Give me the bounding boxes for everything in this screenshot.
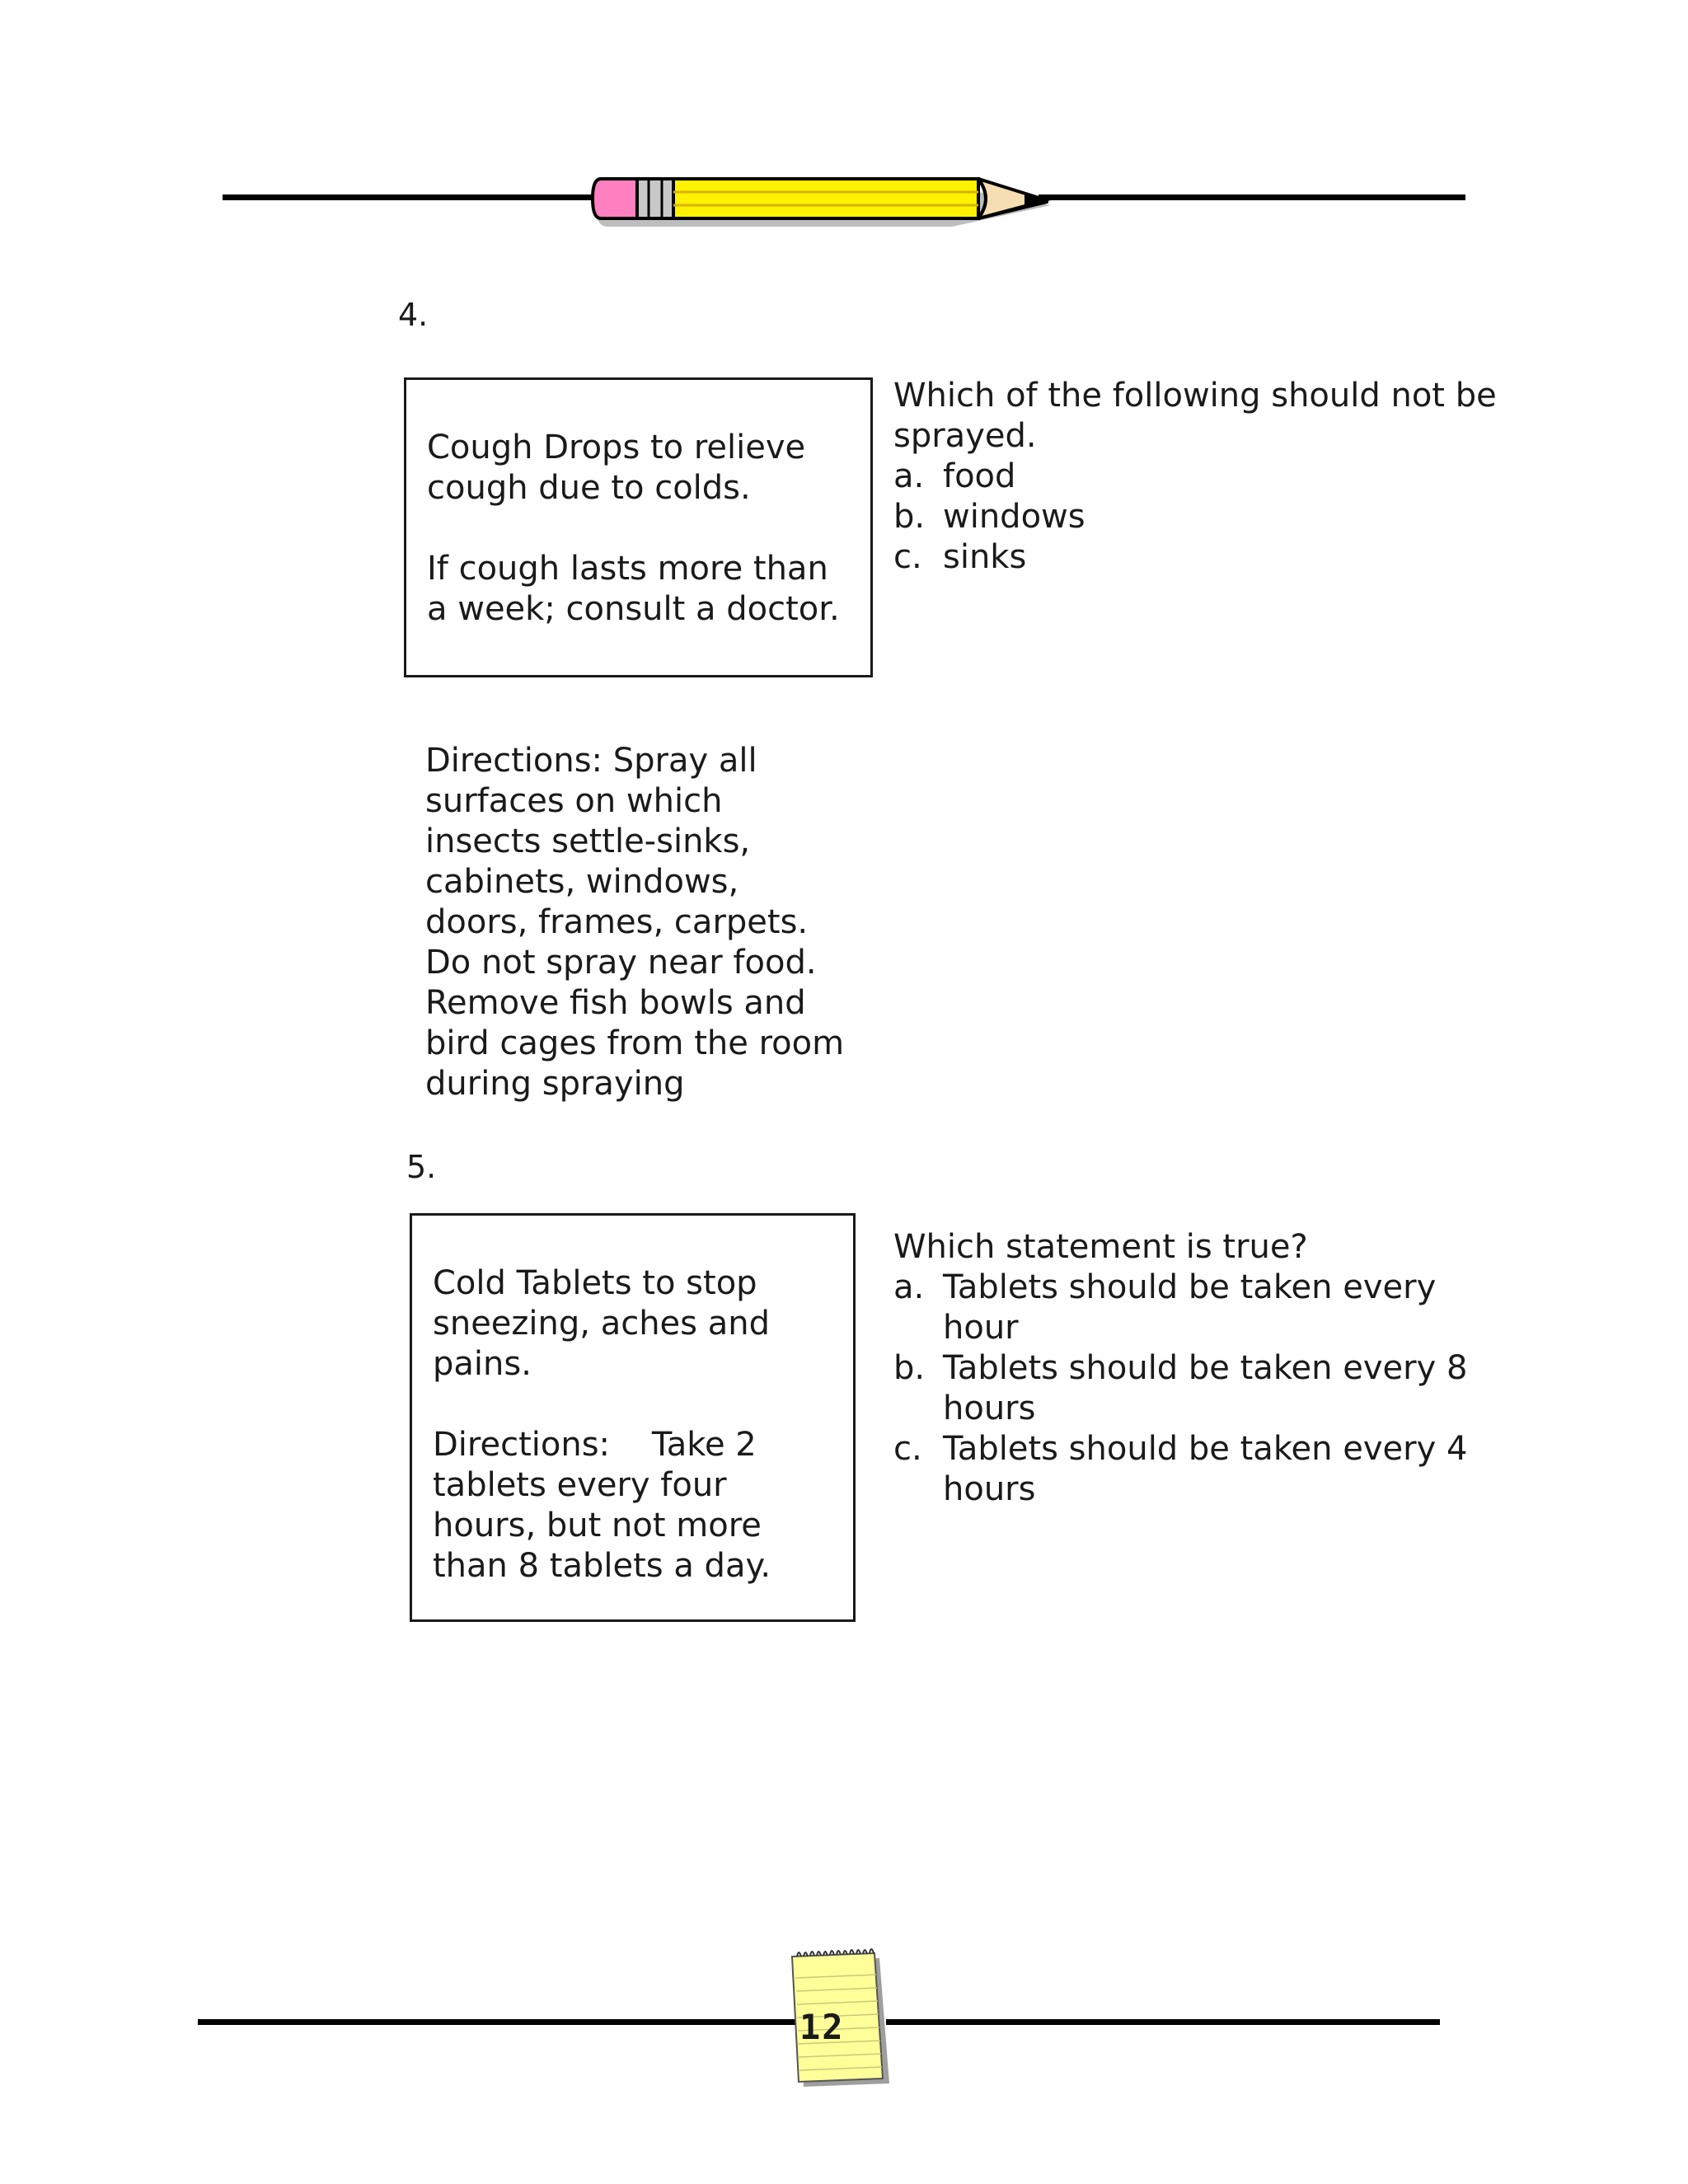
cold-tablets-text: Cold Tablets to stop sneezing, aches and pains. [433, 1264, 770, 1383]
question-5-options [893, 1268, 1470, 1510]
question-number-5: 5. [406, 1149, 437, 1185]
question-4-options [893, 457, 1503, 578]
question-5-prompt: Which statement is true? [893, 1228, 1308, 1266]
pencil-icon [589, 169, 1059, 235]
footer-rule-left [198, 2019, 799, 2025]
option-4b[interactable]: b. windows [893, 498, 1085, 536]
cold-tablets-directions: Directions: Take 2 tablets every four hours, but not more than 8 tablets a day. [433, 1426, 772, 1585]
question-4-prompt-block [893, 376, 1503, 578]
header-rule-right [1039, 194, 1465, 200]
question-number-4: 4. [398, 297, 429, 333]
header-rule-left [223, 194, 602, 200]
question-4-prompt: Which of the following should not be sprayed. [893, 377, 1497, 455]
option-5a[interactable]: a. Tablets should be taken every hour [893, 1268, 1437, 1347]
cold-tablets-label-box [410, 1213, 856, 1622]
spray-directions-text: Directions: Spray all surfaces on which insects settle-sinks, cabinets, windows, doors, frames, carpets. Do not spray near food. Remove fish bowls and bird cages from the room during spraying [425, 742, 845, 1103]
footer-rule-right [886, 2019, 1440, 2025]
cough-drops-warning: If cough lasts more than a week; consult a doctor. [427, 550, 840, 628]
option-5c[interactable]: c. Tablets should be taken every 4 hours [893, 1430, 1468, 1508]
option-4c[interactable]: c. sinks [893, 538, 1027, 576]
cough-drops-text: Cough Drops to relieve cough due to colds. [427, 429, 806, 507]
question-5-prompt-block [893, 1227, 1470, 1510]
cough-drops-label-box [404, 377, 873, 677]
option-5b[interactable]: b. Tablets should be taken every 8 hours [893, 1349, 1468, 1427]
page-number: 12 [799, 2007, 845, 2047]
option-4a[interactable]: a. food [893, 457, 1016, 495]
